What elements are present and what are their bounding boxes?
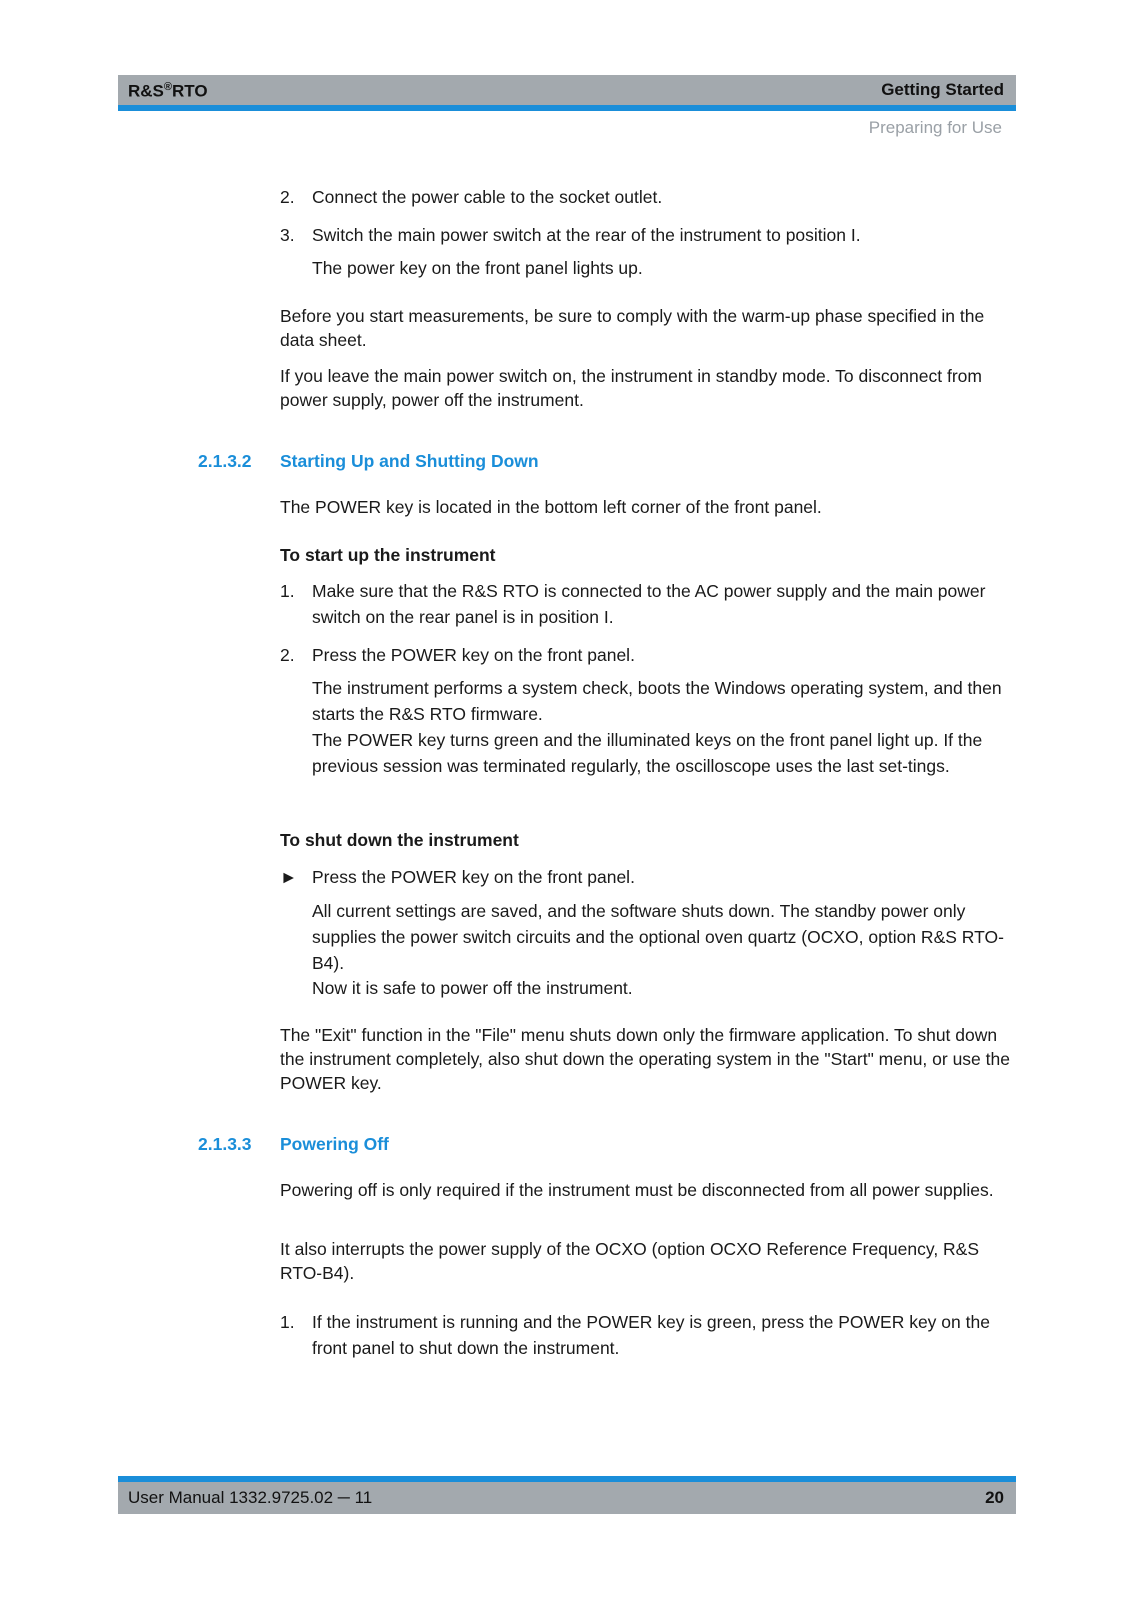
procedure-heading: To start up the instrument <box>280 545 496 565</box>
header-product: R&S®RTO <box>128 81 208 101</box>
paragraph: If you leave the main power switch on, the instrument in standby mode. To disconnect from power supply, power off the instrument. <box>280 366 982 410</box>
procedure-heading: To shut down the instrument <box>280 830 519 850</box>
paragraph: Powering off is only required if the instrument must be disconnected from all power supplies. <box>280 1180 994 1200</box>
page-header <box>118 75 1016 111</box>
paragraph: It also interrupts the power supply of the OCXO (option OCXO Reference Frequency, R&S RTO-B4). <box>280 1239 980 1283</box>
page-number: 20 <box>985 1488 1004 1507</box>
paragraph: The "Exit" function in the "File" menu shuts down only the firmware application. To shut down the instrument completely, also shut down the operating system in the "Start" menu, or use the POWER key. <box>280 1025 1010 1093</box>
footer-manual: User Manual 1332.9725.02 ─ 11 <box>128 1488 373 1507</box>
paragraph: Before you start measurements, be sure to comply with the warm-up phase specified in the data sheet. <box>280 306 985 350</box>
header-section: Preparing for Use <box>868 118 1002 137</box>
header-chapter: Getting Started <box>881 80 1004 99</box>
page-footer <box>118 1476 1016 1514</box>
paragraph: The POWER key is located in the bottom left corner of the front panel. <box>280 497 822 517</box>
bullet-arrow-icon: ► <box>280 867 298 887</box>
